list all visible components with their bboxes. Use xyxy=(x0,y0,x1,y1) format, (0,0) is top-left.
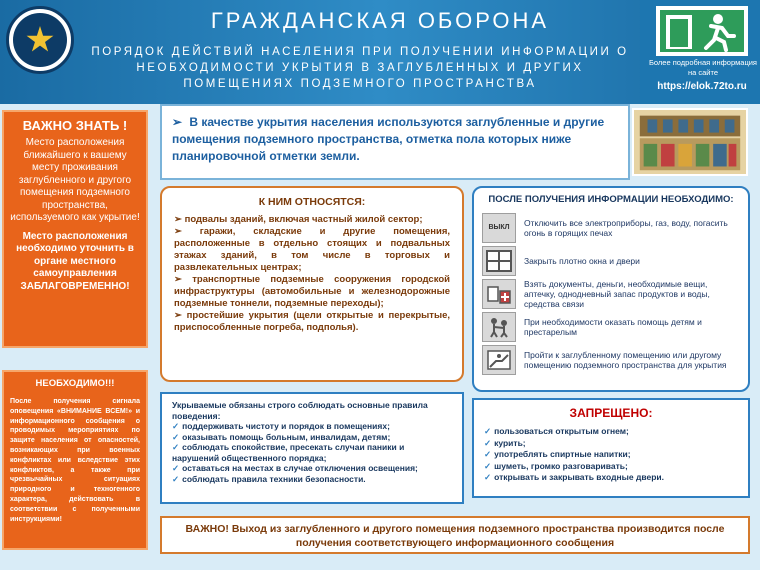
list-item xyxy=(482,211,740,244)
list-item: ✓ открывать и закрывать входные двери. xyxy=(484,472,665,482)
obligations-heading: Укрываемые обязаны строго соблюдать основные правила поведения: xyxy=(172,400,428,421)
after-info-box xyxy=(472,186,750,392)
related-box xyxy=(160,186,464,382)
after-item-text: Отключить все электроприборы, газ, воду, погасить огонь в горящих печах xyxy=(524,217,728,238)
after-item-text: Закрыть плотно окна и двери xyxy=(524,255,640,266)
footer-notice: ВАЖНО! Выход из заглубленного и другого помещения подземного пространства производится после получения соответствующего информационного сообщения xyxy=(160,516,750,554)
obligations-box xyxy=(160,392,464,504)
list-item: ✓ употреблять спиртные напитки; xyxy=(484,449,631,459)
necessary-box xyxy=(2,370,148,550)
check-icon: ✓ xyxy=(484,460,492,471)
power-off-icon: ВЫКЛ xyxy=(482,213,516,243)
after-item-text: Взять документы, деньги, необходимые вещи, аптечку, однодневный запас продуктов и воды, средства связи xyxy=(524,278,710,309)
list-item: ✓ соблюдать спокойствие, пресекать случаи паники и нарушений общественного порядка; xyxy=(172,442,405,463)
promo-link[interactable]: https://elok.72to.ru xyxy=(657,81,747,92)
check-icon: ✓ xyxy=(172,431,180,442)
promo-text: Более подробная информация на сайте xyxy=(649,58,757,77)
check-icon: ✓ xyxy=(484,426,492,436)
list-item: ✓ поддерживать чистоту и порядок в помещениях; xyxy=(172,421,390,431)
check-icon: ✓ xyxy=(172,442,180,452)
documents-icon xyxy=(482,279,516,309)
important-bold-text: Место расположения необходимо уточнить в органе местного самоуправления ЗАБЛАГОВРЕМЕННО! xyxy=(16,230,134,292)
related-heading: К НИМ ОТНОСЯТСЯ: xyxy=(258,196,366,208)
list-item: ✓ соблюдать правила техники безопасности. xyxy=(172,473,366,484)
helping-people-icon xyxy=(482,312,516,342)
check-icon: ✓ xyxy=(172,473,180,484)
list-item: ✓ курить; xyxy=(484,437,526,448)
necessary-heading: НЕОБХОДИМО!!! xyxy=(35,378,115,389)
related-item: ➢ простейшие укрытия (щели открытые и перекрытые, приспособленные погреба, подполья). xyxy=(174,310,450,333)
related-item: ➢ транспортные подземные сооружения городской инфраструктуры (автомобильные и железнодорожные подземные тоннели, подземные переходы); xyxy=(174,274,450,309)
related-item: ➢ гаражи, складские и другие помещения, расположенные в отдельно стоящих и подвальных этажах зданий, в том числе в торговых и развлекательных центрах; xyxy=(174,226,450,273)
check-icon: ✓ xyxy=(172,421,180,431)
shelter-entrance-icon xyxy=(482,345,516,375)
after-item-text: Пройти к заглубленному помещению или другому помещению подземного пространства для укрытия xyxy=(524,349,727,370)
after-heading: ПОСЛЕ ПОЛУЧЕНИЯ ИНФОРМАЦИИ НЕОБХОДИМО: xyxy=(488,194,734,205)
check-icon: ✓ xyxy=(172,463,180,473)
page-subtitle: ПОРЯДОК ДЕЙСТВИЙ НАСЕЛЕНИЯ ПРИ ПОЛУЧЕНИИ ИНФОРМАЦИИ О НЕОБХОДИМОСТИ УКРЫТИЯ В ЗАГЛУБЛЕННЫХ И ДРУГИХ ПОМЕЩЕНИЯХ ПОДЗЕМНОГО ПРОСТРАНСТВА xyxy=(91,46,629,90)
intro-text: В качестве укрытия населения используются заглубленные и другие помещения подземного пространства, отметка пола которых ниже планировочной отметки земли. xyxy=(172,115,605,163)
after-item-text: При необходимости оказать помощь детям и престарелым xyxy=(524,316,702,337)
important-heading: ВАЖНО ЗНАТЬ ! xyxy=(22,118,128,133)
header xyxy=(0,0,760,104)
building-image xyxy=(632,108,748,176)
important-box xyxy=(2,110,148,348)
check-icon: ✓ xyxy=(484,472,492,482)
check-icon: ✓ xyxy=(484,449,492,459)
prohibited-heading: ЗАПРЕЩЕНО: xyxy=(569,406,653,420)
arrow-bullet-icon: ➢ xyxy=(172,115,183,129)
list-item xyxy=(482,343,740,376)
exit-sign-icon xyxy=(656,6,748,56)
list-item xyxy=(482,277,740,310)
promo-panel xyxy=(640,0,760,104)
related-item: ➢ подвалы зданий, включая частный жилой сектор; xyxy=(174,214,423,225)
list-item: ✓ оставаться на местах в случае отключения освещения; xyxy=(172,463,418,473)
list-item xyxy=(482,244,740,277)
list-item: ✓ оказывать помощь больным, инвалидам, детям; xyxy=(172,431,391,442)
page-title: ГРАЖДАНСКАЯ ОБОРОНА xyxy=(210,8,550,33)
list-item: ✓ пользоваться открытым огнем; xyxy=(484,426,629,436)
important-text: Место расположения ближайшего к вашему месту проживания заглубленного и другого помещения подземного пространства, используемого как укрытие! xyxy=(10,137,140,223)
intro-box xyxy=(160,104,630,180)
necessary-text: После получения сигнала оповещения «ВНИМАНИЕ ВСЕМ!» и информационного сообщения о проводимых мероприятиях по защите населения от опасностей, возникающих при военных конфликтах или вследствие этих конфликтов, а также при чрезвычайных ситуациях природного и техногенного характера, действовать в соответствии с полученными инструкциями! xyxy=(10,398,140,523)
check-icon: ✓ xyxy=(484,437,492,448)
list-item: ✓ шуметь, громко разговаривать; xyxy=(484,460,628,471)
list-item xyxy=(482,310,740,343)
window-icon xyxy=(482,246,516,276)
prohibited-box xyxy=(472,398,750,498)
